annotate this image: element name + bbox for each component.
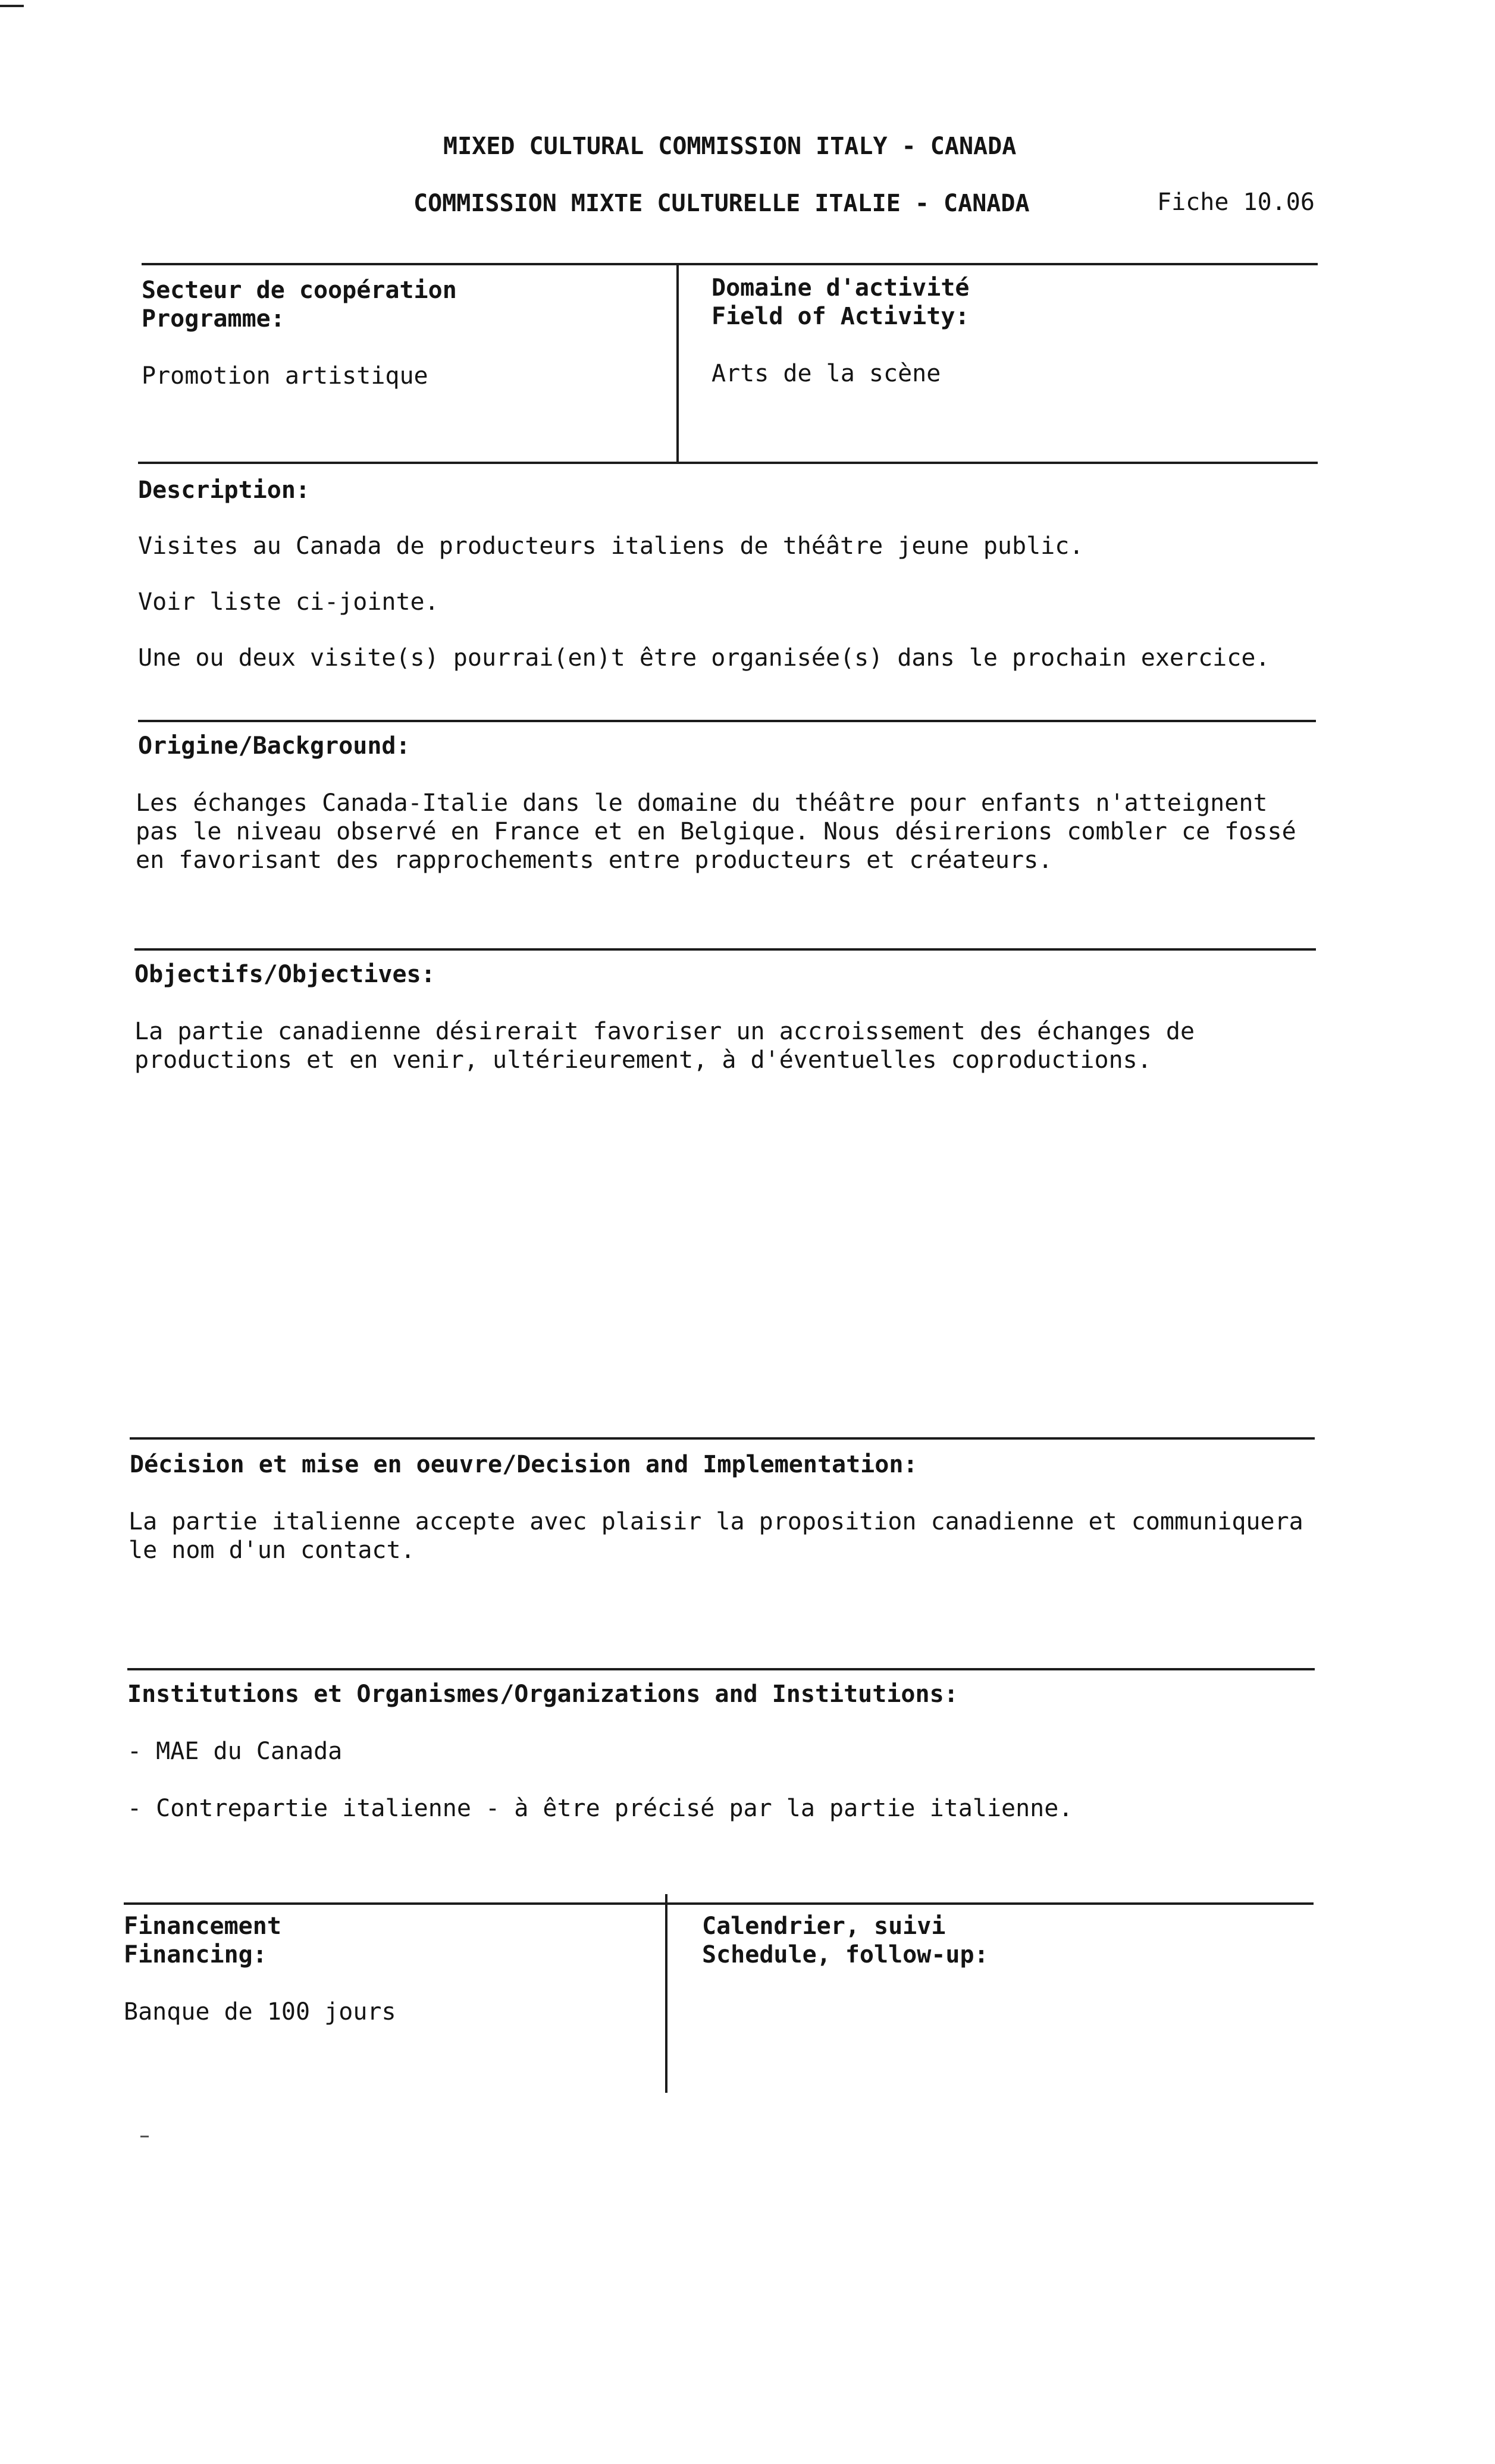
field-of-activity-value: Arts de la scène (712, 360, 941, 387)
decision-heading: Décision et mise en oeuvre/Decision and Implementation: (130, 1451, 918, 1478)
page-corner-mark (0, 5, 24, 7)
financing-value: Banque de 100 jours (124, 1998, 396, 2026)
institutions-rule (127, 1668, 1315, 1670)
financement-label: Financement (124, 1913, 281, 1940)
calendrier-label: Calendrier, suivi (702, 1913, 946, 1940)
origine-line-1: Les échanges Canada-Italie dans le domaine du théâtre pour enfants n'atteignent (136, 789, 1268, 817)
top-box-divider (676, 264, 679, 464)
institutions-item-1: - MAE du Canada (127, 1738, 343, 1765)
domaine-label: Domaine d'activité (712, 274, 970, 302)
field-of-activity-label: Field of Activity: (712, 303, 970, 330)
origine-heading: Origine/Background: (138, 732, 410, 760)
header-title-fr: COMMISSION MIXTE CULTURELLE ITALIE - CANADA (413, 190, 1030, 217)
top-box-top-rule (142, 263, 1318, 265)
origine-line-3: en favorisant des rapprochements entre producteurs et créateurs. (136, 847, 1053, 874)
description-heading: Description: (138, 477, 310, 504)
description-line-2: Voir liste ci-jointe. (138, 588, 439, 616)
financing-label: Financing: (124, 1941, 267, 1968)
decision-line-1: La partie italienne accepte avec plaisir la proposition canadienne et communiquera (128, 1508, 1303, 1535)
origine-line-2: pas le niveau observé en France et en Belgique. Nous désirerions combler ce fossé (136, 818, 1296, 845)
objectifs-line-2: productions et en venir, ultérieurement, à d'éventuelles coproductions. (134, 1046, 1152, 1074)
institutions-item-2: - Contrepartie italienne - à être précisé par la partie italienne. (127, 1795, 1073, 1822)
description-line-1: Visites au Canada de producteurs italiens de théâtre jeune public. (138, 532, 1084, 560)
objectifs-heading: Objectifs/Objectives: (134, 961, 435, 988)
schedule-label: Schedule, follow-up: (702, 1941, 989, 1968)
description-line-3: Une ou deux visite(s) pourrai(en)t être organisée(s) dans le prochain exercice. (138, 644, 1270, 672)
institutions-heading: Institutions et Organismes/Organizations and Institutions: (127, 1681, 958, 1708)
bottom-box-divider (665, 1894, 667, 2093)
decision-line-2: le nom d'un contact. (128, 1537, 415, 1564)
header-title-en: MIXED CULTURAL COMMISSION ITALY - CANADA (443, 133, 1017, 160)
stray-mark (140, 2136, 149, 2137)
bottom-box-top-rule (124, 1902, 1314, 1905)
objectifs-line-1: La partie canadienne désirerait favoriser un accroissement des échanges de (134, 1018, 1195, 1045)
objectifs-rule (134, 948, 1316, 951)
decision-rule (130, 1437, 1315, 1440)
fiche-number: Fiche 10.06 (1157, 189, 1315, 216)
programme-value: Promotion artistique (142, 362, 428, 390)
origine-rule (138, 720, 1316, 722)
description-rule (138, 462, 1318, 464)
programme-label: Programme: (142, 305, 285, 333)
secteur-label: Secteur de coopération (142, 277, 457, 304)
